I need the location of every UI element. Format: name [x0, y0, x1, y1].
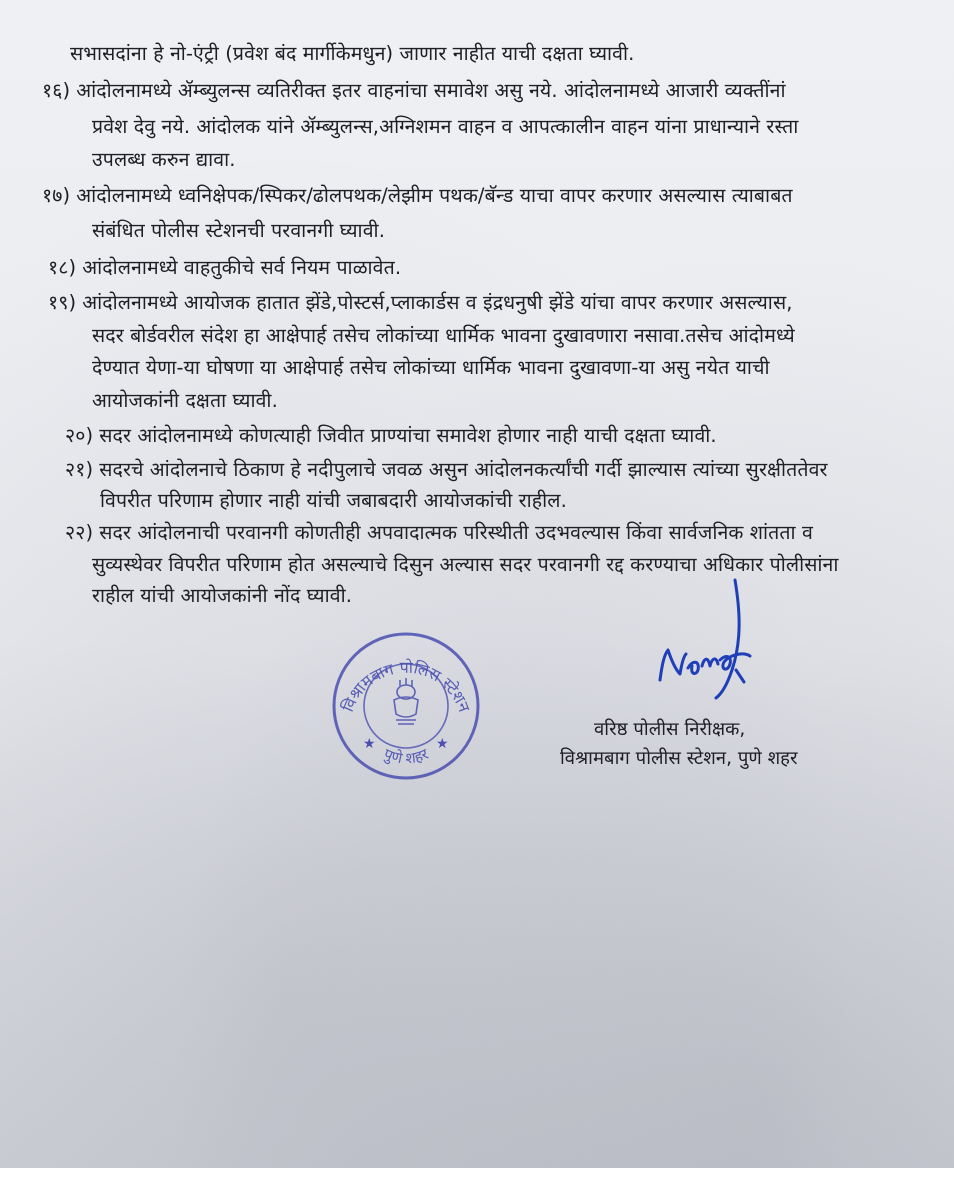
svg-text:★: ★ [436, 736, 449, 752]
signatory-office: विश्रामबाग पोलीस स्टेशन, पुणे शहर [560, 748, 798, 769]
line-text: सदर आंदोलनामध्ये कोणत्याही जिवीत प्राण्यांचा समावेश होणार नाही याची दक्षता घ्यावी. [99, 424, 717, 447]
item-number: १९) [48, 291, 77, 314]
svg-text:★: ★ [363, 736, 376, 752]
stamp-top-text: विश्रामबाग पोलिस स्टेशन [338, 657, 474, 715]
document-line [42, 79, 786, 103]
signature [640, 570, 780, 720]
line-text: सभासदांना हे नो-एंट्री (प्रवेश बंद मार्गीकेमधुन) जाणार नाहीत याची दक्षता घ्यावी. [70, 42, 635, 65]
item-number: २०) [65, 424, 94, 447]
line-text: आंदोलनामध्ये वाहतुकीचे सर्व नियम पाळावेत. [82, 256, 402, 279]
line-text: आयोजकांनी दक्षता घ्यावी. [92, 389, 278, 412]
item-number: २१) [65, 458, 94, 481]
line-text: सुव्यस्थेवर विपरीत परिणाम होत असल्याचे दिसुन अल्यास सदर परवानगी रद्द करण्याचा अधिकार पोलीसांना [92, 553, 839, 576]
document-line [92, 219, 385, 243]
document-line [92, 584, 352, 608]
line-text: आंदोलनामध्ये आयोजक हातात झेंडे,पोस्टर्स,प्लाकार्डस व इंद्रधनुषी झेंडे यांचा वापर करणार असल्यास, [82, 291, 793, 314]
line-text: सदर आंदोलनाची परवानगी कोणतीही अपवादात्मक परिस्थीती उदभवल्यास किंवा सार्वजनिक शांतता व [99, 521, 813, 544]
stamp-bottom-text: पुणे शहर [381, 744, 432, 768]
item-number: १६) [42, 79, 71, 102]
document-line [42, 184, 793, 208]
document-line [92, 115, 798, 139]
line-text: राहील यांची आयोजकांनी नोंद घ्यावी. [92, 584, 353, 607]
emblem-icon [394, 678, 418, 724]
line-text: सदरचे आंदोलनाचे ठिकाण हे नदीपुलाचे जवळ असुन आंदोलनकर्त्यांची गर्दी झाल्यास त्यांच्या सुरक्षीततेवर [99, 458, 828, 481]
document-line [70, 42, 634, 66]
document-line [92, 356, 770, 380]
document-line [65, 424, 717, 448]
document-line [92, 148, 236, 172]
signatory-designation: वरिष्ठ पोलीस निरीक्षक, [594, 719, 746, 740]
document-line [92, 324, 795, 348]
line-text: संबंधित पोलीस स्टेशनची परवानगी घ्यावी. [92, 219, 385, 242]
line-text: उपलब्ध करुन द्यावा. [92, 148, 236, 171]
document-line [48, 291, 793, 315]
line-text: सदर बोर्डवरील संदेश हा आक्षेपार्ह तसेच लोकांच्या धार्मिक भावना दुखावणारा नसावा.तसेच आंदोमध्ये [92, 324, 795, 347]
item-number: १७) [42, 184, 71, 207]
line-text: देण्यात येणा-या घोषणा या आक्षेपार्ह तसेच लोकांच्या धार्मिक भावना दुखावणा-या असु नयेत याची [92, 356, 770, 379]
police-stamp [330, 630, 482, 782]
svg-text:विश्रामबाग पोलिस स्टेशन [338, 658, 474, 716]
item-number: १८) [48, 256, 77, 279]
line-text: आंदोलनामध्ये ध्वनिक्षेपक/स्पिकर/ढोलपथक/लेझीम पथक/बॅन्ड याचा वापर करणार असल्यास त्याबाबत [76, 184, 793, 207]
document-line [48, 256, 401, 280]
line-text: आंदोलनामध्ये ॲम्ब्युलन्स व्यतिरीक्त इतर वाहनांचा समावेश असु नये. आंदोलनामध्ये आजारी व्यक्तींनां [76, 79, 786, 102]
document-line [65, 521, 813, 545]
document-line [100, 489, 567, 513]
item-number: २२) [65, 521, 94, 544]
document-line [92, 389, 278, 413]
document-line [65, 458, 828, 482]
line-text: विपरीत परिणाम होणार नाही यांची जबाबदारी आयोजकांची राहील. [100, 489, 567, 512]
bottom-margin [0, 1168, 954, 1200]
line-text: प्रवेश देवु नये. आंदोलक यांने ॲम्ब्युलन्स,अग्निशमन वाहन व आपत्कालीन वाहन यांना प्राधान्याने रस्ता [92, 115, 799, 138]
